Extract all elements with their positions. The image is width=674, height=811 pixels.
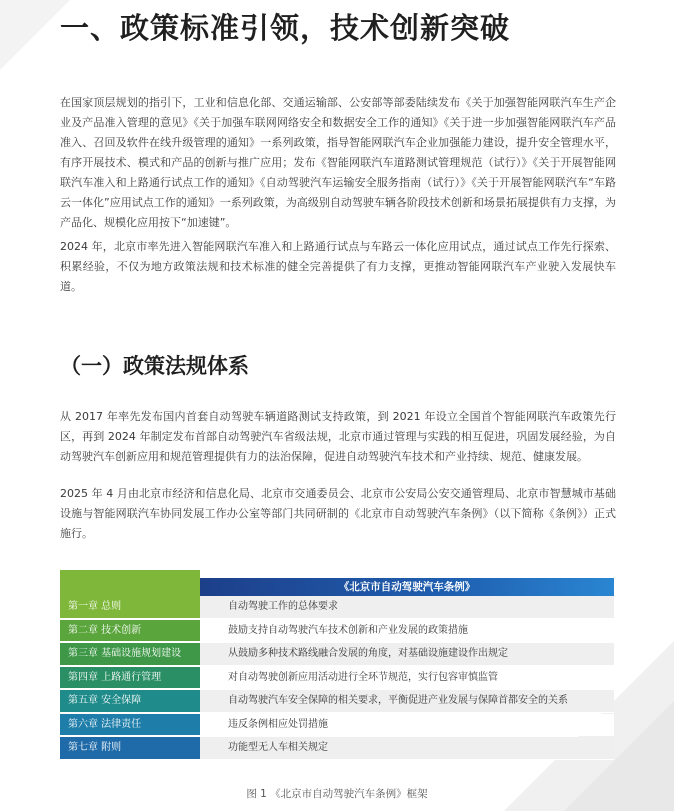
chapter-label: 第四章 上路通行管理 xyxy=(60,667,200,690)
paragraph-regulation-history: 从 2017 年率先发布国内首套自动驾驶车辆道路测试支持政策，到 2021 年设立全国首个智能网联汽车政策先行区，再到 2024 年制定发布首部自动驾驶汽车省级法规，北京市通过管理与实践的相互促进，巩固发展经验，为自动驾驶汽车创新应用和规范管理提供有力的法治保障，促进自动驾驶汽车技术和产业持续、规范、健康发展。 xyxy=(60,410,616,463)
table-header xyxy=(60,570,614,596)
regulation-framework-table xyxy=(60,570,614,761)
table-row xyxy=(60,667,614,691)
chapter-description: 自动驾驶工作的总体要求 xyxy=(200,596,614,619)
chapter-description: 自动驾驶汽车安全保障的相关要求，平衡促进产业发展与保障首都安全的关系 xyxy=(200,690,614,713)
section-heading: 一、政策标准引领，技术创新突破 xyxy=(60,11,511,45)
table-title: 《北京市自动驾驶汽车条例》 xyxy=(200,578,614,596)
paragraph-beijing-pilot: 2024 年，北京市率先进入智能网联汽车准入和上路通行试点与车路云一体化应用试点，通过试点工作先行探索、积累经验，不仅为地方政策法规和技术标准的健全完善提供了有力支撑，更推动智能网联汽车产业驶入发展快车道。 xyxy=(60,240,616,293)
table-body xyxy=(60,596,614,761)
table-row xyxy=(60,620,614,644)
chapter-description: 违反条例相应处罚措施 xyxy=(200,714,614,737)
chapter-label: 第六章 法律责任 xyxy=(60,714,200,737)
chapter-description: 鼓励支持自动驾驶汽车技术创新和产业发展的政策措施 xyxy=(200,620,614,643)
chapter-label: 第七章 附则 xyxy=(60,737,200,760)
chapter-label: 第一章 总则 xyxy=(60,596,200,619)
table-row xyxy=(60,714,614,738)
table-row xyxy=(60,690,614,714)
paragraph-policy-overview: 在国家顶层规划的指引下，工业和信息化部、交通运输部、公安部等部委陆续发布《关于加强智能网联汽车生产企业及产品准入管理的意见》《关于加强车联网网络安全和数据安全工作的通知》《关于进一步加强智能网联汽车产品准入、召回及软件在线升级管理的通知》一系列政策，指导智能网联汽车企业加强能力建设，提升安全管理水平，有序开展技术、模式和产品的创新与推广应用；发布《智能网联汽车道路测试管理规范（试行）》《关于开展智能网联汽车准入和上路通行试点工作的通知》《自动驾驶汽车运输安全服务指南（试行）》《关于开展智能网联汽车“车路云一体化”应用试点工作的通知》一系列政策，为高级别自动驾驶车辆各阶段技术创新和场景拓展提供有力支撑，为产品化、规模化应用按下“加速键”。 xyxy=(60,96,616,229)
chapter-label: 第二章 技术创新 xyxy=(60,620,200,643)
chapter-label: 第五章 安全保障 xyxy=(60,690,200,713)
chapter-description: 对自动驾驶创新应用活动进行全环节规范，实行包容审慎监管 xyxy=(200,667,614,690)
table-row xyxy=(60,596,614,620)
table-header-accent xyxy=(60,570,200,596)
figure-caption: 图 1 《北京市自动驾驶汽车条例》框架 xyxy=(246,788,428,800)
subsection-heading: （一）政策法规体系 xyxy=(60,354,249,378)
paragraph-regulation-enacted: 2025 年 4 月由北京市经济和信息化局、北京市交通委员会、北京市公安局公安交通管理局、北京市智慧城市基础设施与智能网联汽车协同发展工作办公室等部门共同研制的《北京市自动驾驶汽车条例》（以下简称《条例》）正式施行。 xyxy=(60,487,616,540)
table-row xyxy=(60,737,614,761)
chapter-description: 从鼓励多种技术路线融合发展的角度，对基础设施建设作出规定 xyxy=(200,643,614,666)
chapter-description: 功能型无人车相关规定 xyxy=(200,737,614,760)
chapter-label: 第三章 基础设施规划建设 xyxy=(60,643,200,666)
table-row xyxy=(60,643,614,667)
